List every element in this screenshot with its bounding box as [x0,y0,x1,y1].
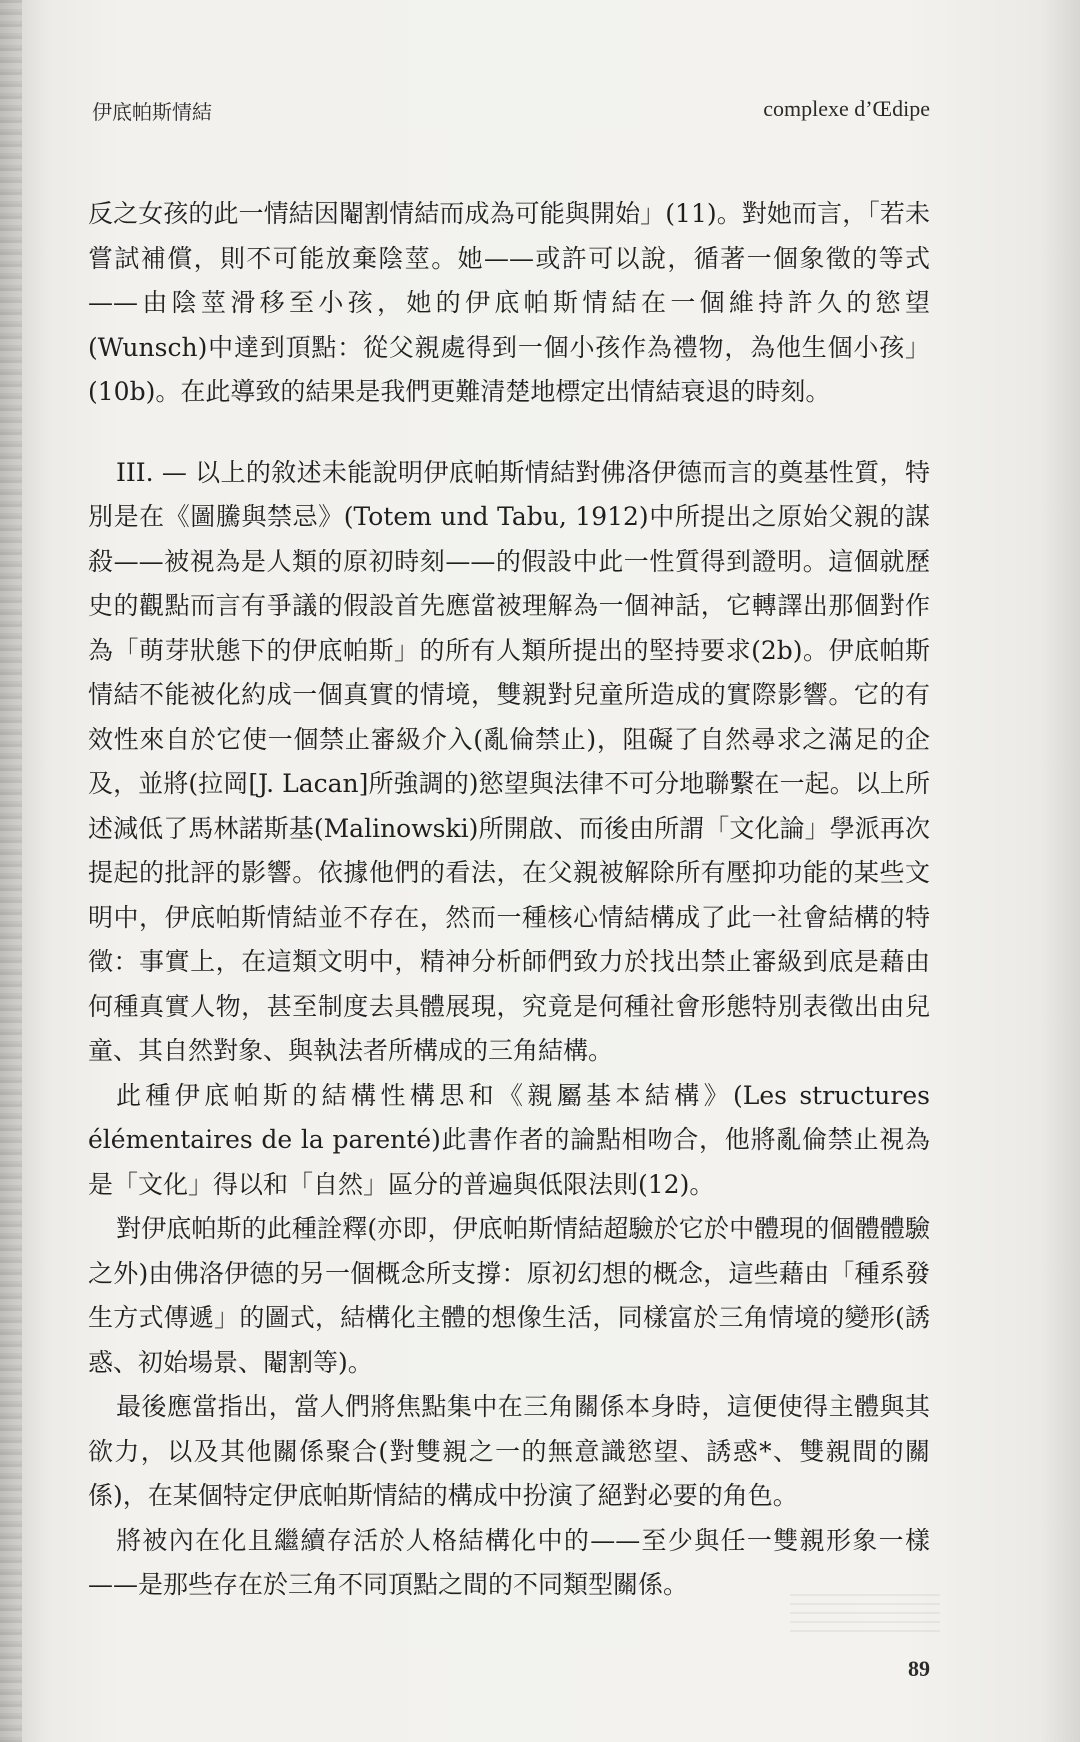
body-text [88,192,930,1608]
paragraph-section-iii: III. — 以上的敘述未能說明伊底帕斯情結對佛洛伊德而言的奠基性質，特別是在《圖騰與禁忌》(Totem und Tabu, 1912)中所提出之原始父親的謀殺——被視為是人類的原初時刻——的假設中此一性質得到證明。這個就歷史的觀點而言有爭議的假設首先應當被理解為一個神話，它轉譯出那個對作為「萌芽狀態下的伊底帕斯」的所有人類所提出的堅持要求(2b)。伊底帕斯情結不能被化約成一個真實的情境，雙親對兒童所造成的實際影響。它的有效性來自於它使一個禁止審級介入(亂倫禁止)，阻礙了自然尋求之滿足的企及，並將(拉岡[J. Lacan]所強調的)慾望與法律不可分地聯繫在一起。以上所述減低了馬林諾斯基(Malinowski)所開啟、而後由所謂「文化論」學派再次提起的批評的影響。依據他們的看法，在父親被解除所有壓抑功能的某些文明中，伊底帕斯情結並不存在，然而一種核心情結構成了此一社會結構的特徵：事實上，在這類文明中，精神分析師們致力於找出禁止審級到底是藉由何種真實人物，甚至制度去具體展現，究竟是何種社會形態特別表徵出由兒童、其自然對象、與執法者所構成的三角結構。 [88,457,930,1065]
running-head-left: 伊底帕斯情結 [92,100,212,124]
show-through-text [790,1594,940,1634]
binding-edge [0,0,22,1742]
paragraph-continuation: 反之女孩的此一情結因閹割情結而成為可能與開始」(11)。對她而言，「若未嘗試補償，則不可能放棄陰莖。她——或許可以說，循著一個象徵的等式——由陰莖滑移至小孩，她的伊底帕斯情結在一個維持許久的慾望(Wunsch)中達到頂點：從父親處得到一個小孩作為禮物，為他生個小孩」(10b)。在此導致的結果是我們更難清楚地標定出情結衰退的時刻。 [88,199,930,406]
section-gap [88,415,930,451]
paragraph-conclusion: 將被內在化且繼續存活於人格結構化中的——至少與任一雙親形象一樣——是那些存在於三角不同頂點之間的不同類型關係。 [88,1525,930,1599]
paragraph-structural-conception: 此種伊底帕斯的結構性構思和《親屬基本結構》(Les structures élémentaires de la parenté)此書作者的論點相吻合，他將亂倫禁止視為是「文化」得以和「自然」區分的普遍與低限法則(12)。 [88,1080,930,1199]
paragraph-triangular-relation: 最後應當指出，當人們將焦點集中在三角關係本身時，這便使得主體與其欲力，以及其他關係聚合(對雙親之一的無意識慾望、誘惑*、雙親間的關係)，在某個特定伊底帕斯情結的構成中扮演了絕對必要的角色。 [88,1392,930,1510]
page-number: 89 [908,1656,930,1681]
running-head-right: complexe d’Œdipe [763,96,930,121]
paragraph-interpretation: 對伊底帕斯的此種詮釋(亦即，伊底帕斯情結超驗於它於中體現的個體體驗之外)由佛洛伊德的另一個概念所支撐：原初幻想的概念，這些藉由「種系發生方式傳遞」的圖式，結構化主體的想像生活，同樣富於三角情境的變形(誘惑、初始場景、閹割等)。 [88,1214,930,1377]
